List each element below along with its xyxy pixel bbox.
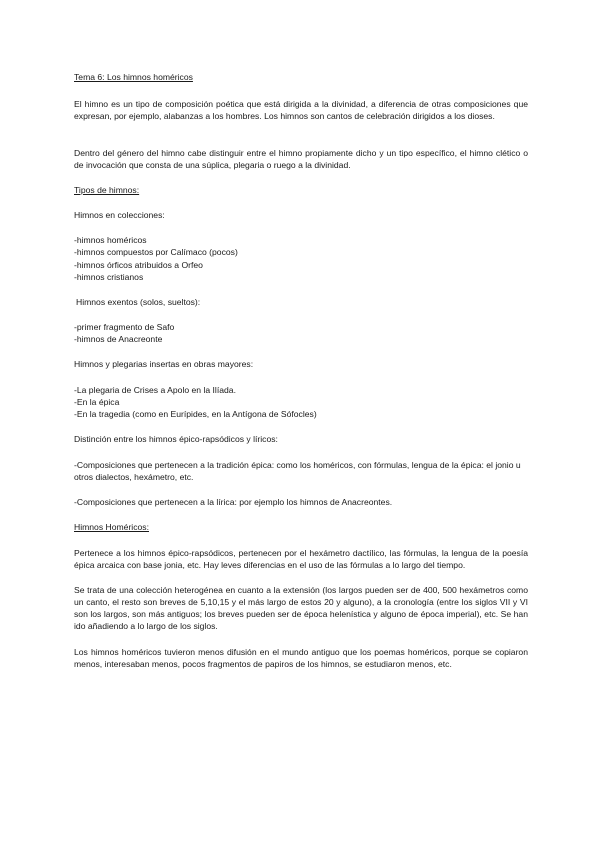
list-item: -himnos homéricos	[74, 235, 147, 245]
list-item: -himnos órficos atribuidos a Orfeo	[74, 260, 203, 270]
exempt-heading: Himnos exentos (solos, sueltos):	[76, 297, 201, 307]
homeric-heading: Himnos Homéricos:	[74, 522, 149, 532]
list-item: -primer fragmento de Safo	[74, 322, 175, 332]
list-item: -himnos cristianos	[74, 272, 144, 282]
distinction-epic: -Composiciones que pertenecen a la tradición épica: como los homéricos, con fórmulas, lengua de la épica: el jonio u otros dialectos, hexámetro, etc.	[74, 460, 521, 482]
homeric-paragraph-2: Se trata de una colección heterogénea en cuanto a la extensión (los largos pueden ser de 400, 500 hexámetros como un canto, el resto son breves de 5,10,15 y el más largo de estos 20 y alguno), a la cronología (entre los siglos VII y VI son los largos, son más antiguos; los breves pueden ser de época helenística y alguno de época imperial), etc. Se han ido añadiendo a lo largo de los siglos.	[74, 585, 528, 631]
homeric-paragraph-1: Pertenece a los himnos épico-rapsódicos, pertenecen por el hexámetro dactílico, las fórmulas, la lengua de la poesía épica arcaica con base jonia, etc. Hay leves diferencias en el uso de las fórmulas a lo largo del tiempo.	[74, 548, 528, 570]
list-item: -himnos compuestos por Calímaco (pocos)	[74, 247, 238, 257]
page-title: Tema 6: Los himnos homéricos	[74, 72, 193, 82]
list-item: -La plegaria de Crises a Apolo en la Ilíada.	[74, 385, 236, 395]
list-item: -himnos de Anacreonte	[74, 334, 163, 344]
homeric-paragraph-3: Los himnos homéricos tuvieron menos difusión en el mundo antiguo que los poemas homéricos, porque se copiaron menos, interesaban menos, pocos fragmentos de papiros de los himnos, se estudiaron menos, etc.	[74, 647, 528, 669]
types-heading: Tipos de himnos:	[74, 185, 140, 195]
intro-paragraph: El himno es un tipo de composición poética que está dirigida a la divinidad, a diferencia de otras composiciones que expresan, por ejemplo, alabanzas a los hombres. Los himnos son cantos de celebración dirigidos a los dioses.	[74, 99, 528, 121]
distinction-lyric: -Composiciones que pertenecen a la lírica: por ejemplo los himnos de Anacreontes.	[74, 497, 393, 507]
distinction-heading: Distinción entre los himnos épico-rapsódicos y líricos:	[74, 434, 278, 444]
list-item: -En la tragedia (como en Eurípides, en la Antígona de Sófocles)	[74, 409, 317, 419]
genre-paragraph: Dentro del género del himno cabe distinguir entre el himno propiamente dicho y un tipo específico, el himno clético o de invocación que consta de una súplica, plegaria o ruego a la divinidad.	[74, 148, 528, 170]
collections-heading: Himnos en colecciones:	[74, 210, 165, 220]
inserted-heading: Himnos y plegarias insertas en obras mayores:	[74, 359, 254, 369]
list-item: -En la épica	[74, 397, 120, 407]
